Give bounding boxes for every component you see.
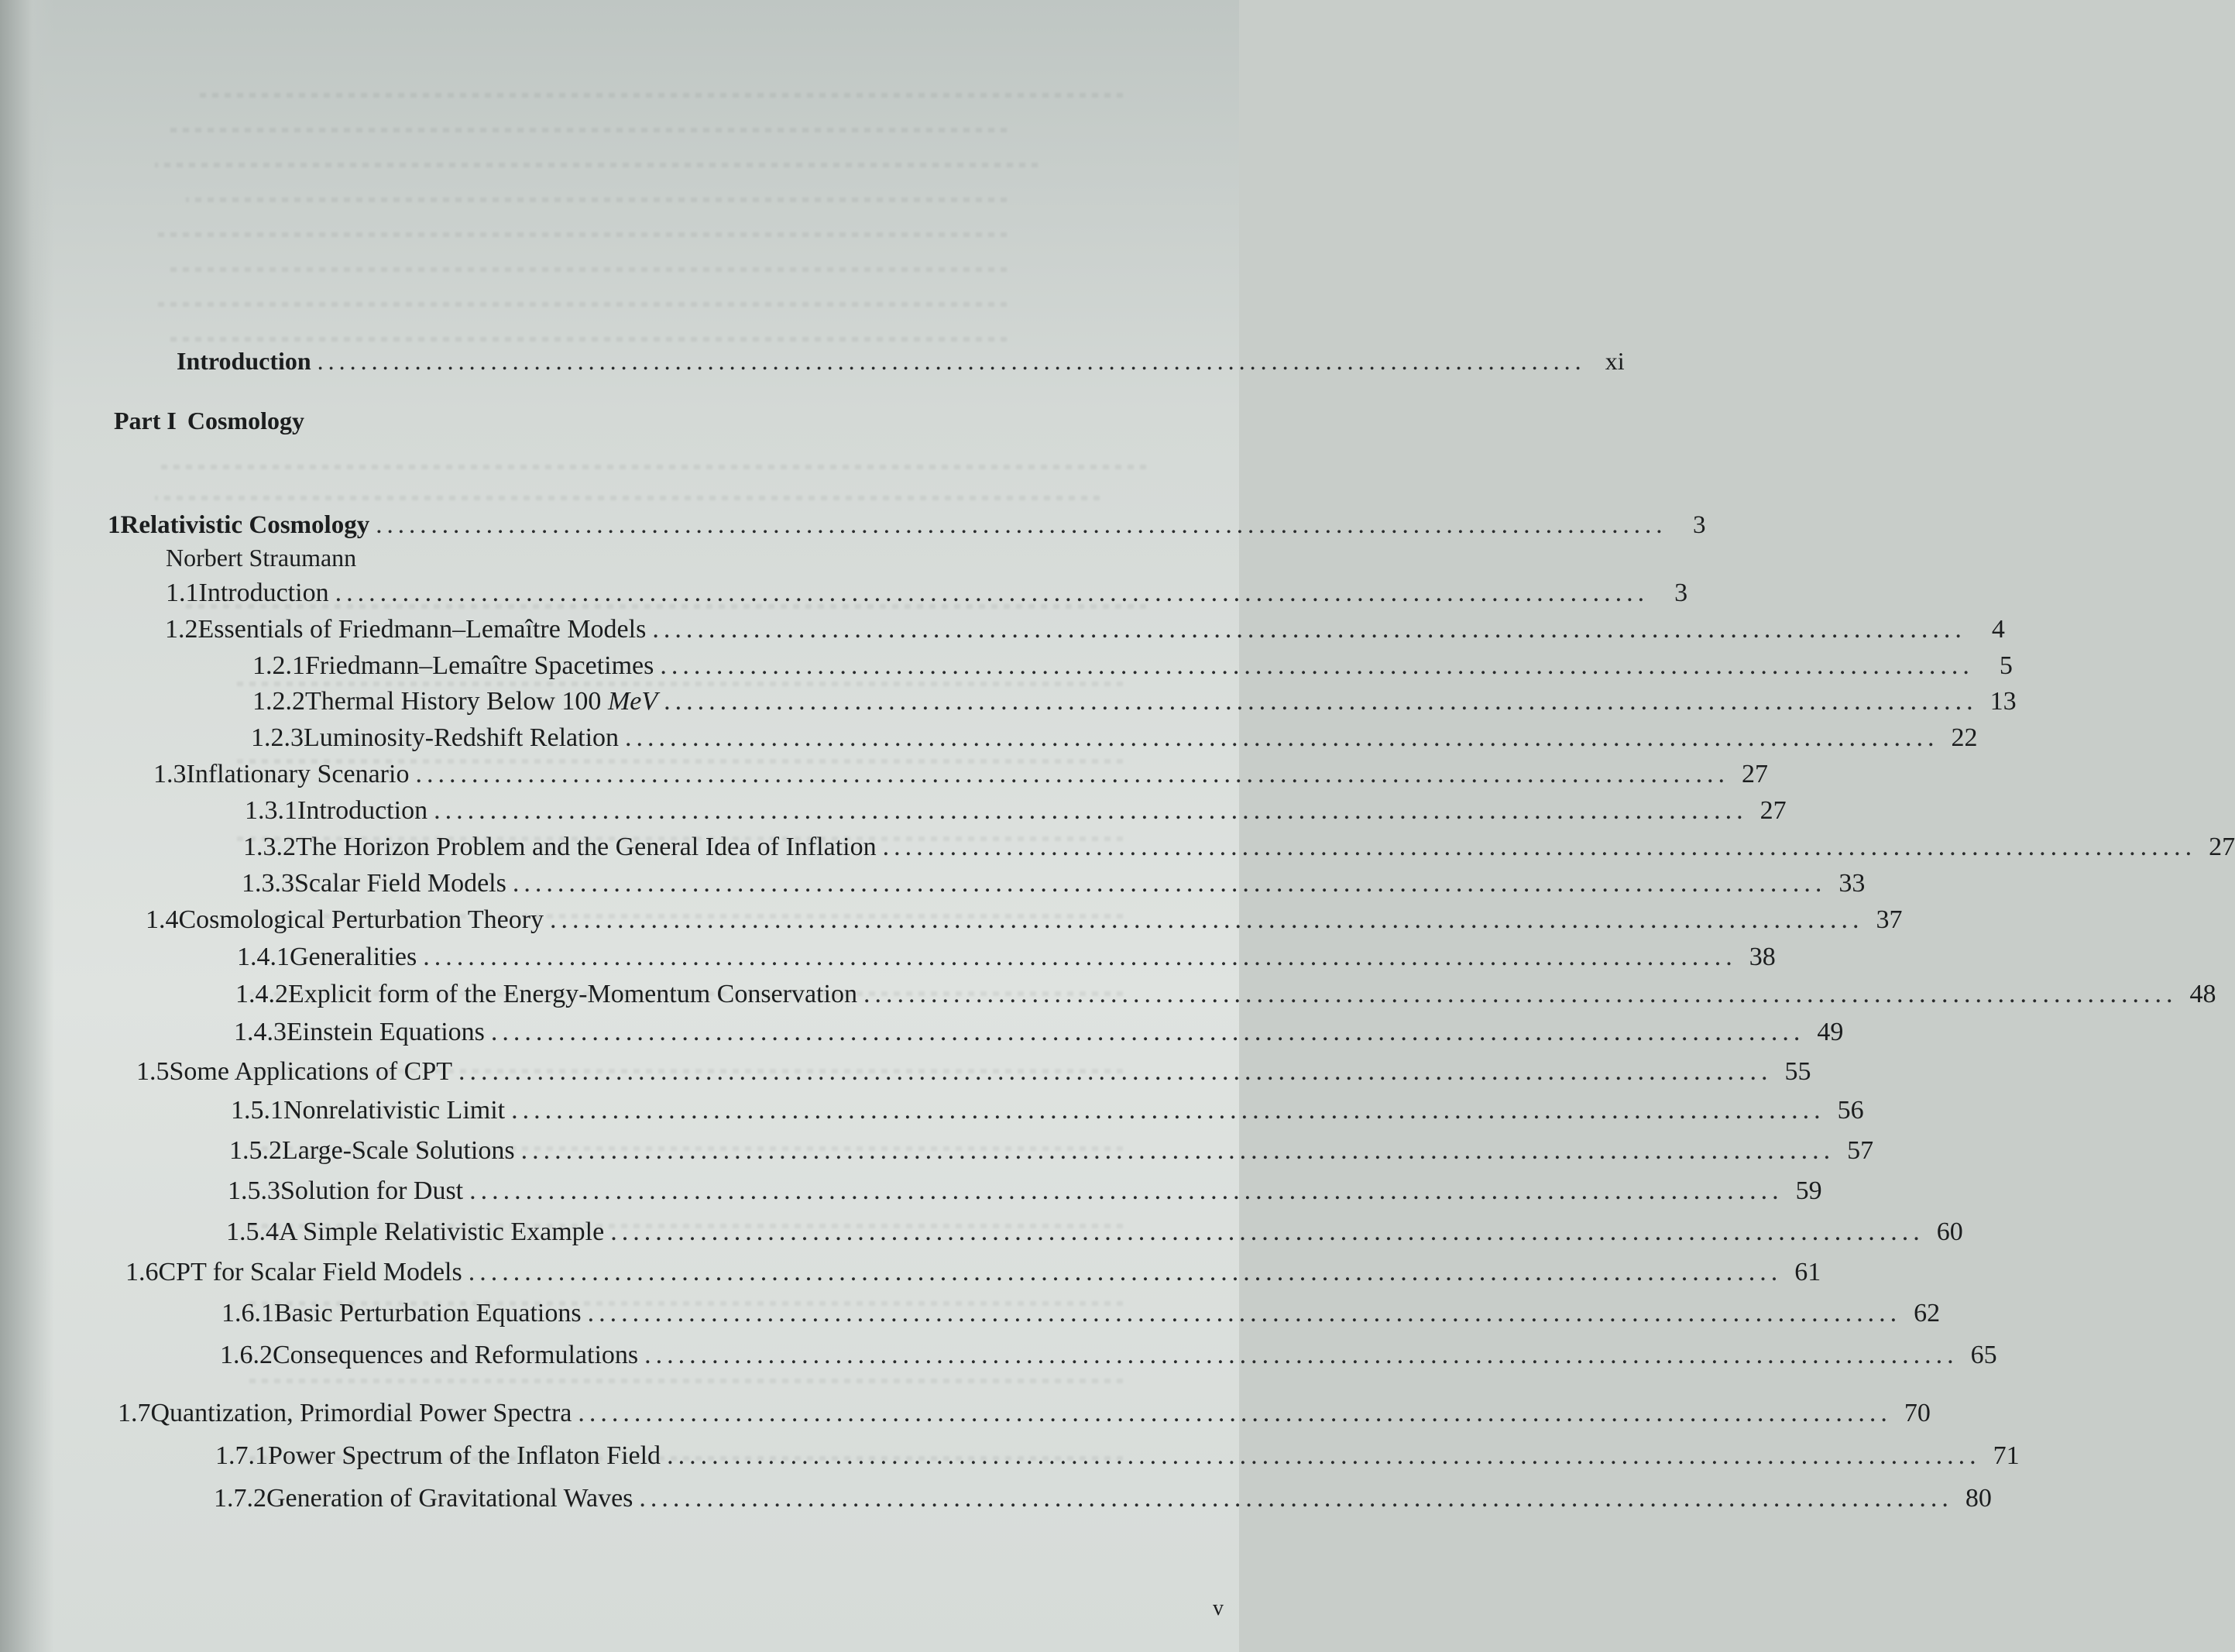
toc-entry[interactable]	[220, 1340, 1997, 1371]
dot-leader: .....................................................................................................................	[520, 1136, 1835, 1165]
entry-title: Introduction	[177, 347, 311, 375]
dot-leader: .....................................................................................................................	[376, 511, 1667, 539]
toc-entry[interactable]	[118, 1398, 1931, 1429]
entry-page: 38	[1749, 943, 1776, 971]
entry-title: Introduction	[198, 579, 329, 607]
entry-page: 57	[1847, 1136, 1874, 1165]
toc-entry[interactable]	[165, 614, 2005, 645]
entry-page: 56	[1837, 1096, 1864, 1125]
entry-title: Basic Perturbation Equations	[274, 1299, 582, 1327]
dot-leader: .....................................................................................................................	[882, 833, 2197, 861]
entry-number: 1.2	[165, 615, 198, 644]
entry-number: 1.4.3	[234, 1018, 287, 1046]
entry-number: 1.1	[166, 579, 199, 607]
dot-leader: .....................................................................................................................	[511, 1096, 1825, 1125]
entry-number: 1.5.3	[228, 1176, 280, 1205]
dot-leader: .....................................................................................................................	[610, 1218, 1924, 1246]
toc-entry[interactable]	[245, 795, 1787, 826]
entry-title: Inflationary Scenario	[186, 760, 410, 788]
entry-page: 80	[1965, 1484, 1992, 1513]
part-heading	[114, 407, 315, 435]
dot-leader: .....................................................................................................................	[863, 980, 2178, 1008]
entry-page: 27	[2209, 833, 2235, 861]
entry-title: Consequences and Reformulations	[273, 1341, 639, 1369]
toc-entry[interactable]	[146, 905, 1903, 936]
toc-entry[interactable]	[215, 1441, 2020, 1472]
entry-number: 1.6	[125, 1258, 159, 1286]
entry-page: 37	[1876, 905, 1903, 934]
toc-entry-chapter-1[interactable]	[108, 510, 1706, 541]
entry-title: Generalities	[290, 943, 417, 971]
entry-title: Einstein Equations	[287, 1018, 485, 1046]
dot-leader: .....................................................................................................................	[415, 760, 1729, 788]
entry-page: 61	[1794, 1258, 1821, 1286]
dot-leader: .....................................................................................................................	[667, 1441, 1981, 1470]
toc-entry[interactable]	[228, 1176, 1822, 1207]
toc-entry[interactable]	[166, 578, 1688, 609]
toc-entry[interactable]	[251, 723, 1978, 754]
entry-title: Solution for Dust	[280, 1176, 464, 1205]
entry-title: Friedmann–Lemaître Spacetimes	[305, 651, 654, 680]
entry-title: Cosmological Perturbation Theory	[178, 905, 544, 934]
dot-leader: .....................................................................................................................	[335, 579, 1650, 607]
entry-page: 62	[1914, 1299, 1941, 1327]
dot-leader: .....................................................................................................................	[639, 1484, 1953, 1513]
dot-leader: .....................................................................................................................	[587, 1299, 1902, 1327]
toc-entry[interactable]	[252, 651, 2013, 682]
toc-entry[interactable]	[214, 1483, 1992, 1514]
entry-number: 1.2.1	[252, 651, 305, 680]
entry-page: 70	[1904, 1399, 1931, 1427]
entry-title: Explicit form of the Energy-Momentum Conservation	[288, 980, 857, 1008]
entry-number: 1.5.1	[231, 1096, 283, 1125]
entry-page: 27	[1741, 760, 1768, 788]
toc-entry[interactable]	[226, 1217, 1963, 1248]
entry-title: Thermal History Below 100 MeV	[305, 687, 658, 716]
entry-page: 13	[1990, 687, 2017, 716]
dot-leader: .....................................................................................................................	[578, 1399, 1892, 1427]
toc-entry[interactable]	[231, 1095, 1864, 1126]
entry-page: 65	[1970, 1341, 1997, 1369]
entry-number: 1.7.2	[214, 1484, 266, 1513]
toc-entry[interactable]	[136, 1056, 1811, 1087]
dot-leader: .....................................................................................................................	[468, 1258, 1783, 1286]
entry-number: 1.5.4	[226, 1218, 279, 1246]
entry-title: Essentials of Friedmann–Lemaître Models	[197, 615, 647, 644]
toc-entry[interactable]	[234, 1017, 1844, 1048]
entry-number: 1.5	[136, 1057, 170, 1086]
entry-number: 1.5.2	[229, 1136, 282, 1165]
entry-title: Power Spectrum of the Inflaton Field	[268, 1441, 661, 1470]
dot-leader: .....................................................................................................................	[458, 1057, 1773, 1086]
entry-title: Generation of Gravitational Waves	[266, 1484, 633, 1513]
dot-leader: .....................................................................................................................	[490, 1018, 1805, 1046]
entry-title: Nonrelativistic Limit	[283, 1096, 506, 1125]
dot-leader: .....................................................................................................................	[317, 347, 1586, 375]
entry-title: CPT for Scalar Field Models	[158, 1258, 462, 1286]
toc-entry[interactable]	[229, 1135, 1874, 1166]
entry-page: 27	[1760, 796, 1787, 825]
entry-title: Some Applications of CPT	[169, 1057, 452, 1086]
toc-entry[interactable]	[235, 979, 2216, 1010]
entry-page: 48	[2189, 980, 2216, 1008]
part-title: Cosmology	[187, 407, 304, 434]
entry-page: 59	[1795, 1176, 1822, 1205]
toc-entry[interactable]	[125, 1257, 1821, 1288]
dot-leader: .....................................................................................................................	[660, 651, 1974, 680]
toc-entry[interactable]	[153, 759, 1768, 790]
entry-number: 1.2.2	[252, 687, 305, 716]
toc-entry-introduction[interactable]	[177, 345, 1625, 376]
chapter-author: Norbert Straumann	[166, 544, 357, 572]
part-label: Part I	[114, 407, 177, 434]
entry-page: 60	[1936, 1218, 1963, 1246]
entry-number: 1.4.2	[235, 980, 288, 1008]
entry-number: 1.7	[118, 1399, 151, 1427]
dot-leader: .....................................................................................................................	[550, 905, 1864, 934]
entry-number: 1.4	[146, 905, 179, 934]
toc-entry[interactable]	[242, 868, 1866, 899]
entry-page: 71	[1993, 1441, 2020, 1470]
entry-title: A Simple Relativistic Example	[279, 1218, 605, 1246]
entry-title: Large-Scale Solutions	[282, 1136, 515, 1165]
entry-page: 55	[1784, 1057, 1811, 1086]
entry-number: 1.6.1	[221, 1299, 274, 1327]
dot-leader: .....................................................................................................................	[434, 796, 1748, 825]
entry-title: Introduction	[297, 796, 428, 825]
dot-leader: .....................................................................................................................	[423, 943, 1737, 971]
entry-page: xi	[1605, 347, 1625, 375]
toc-entry[interactable]	[221, 1298, 1941, 1329]
entry-title: The Horizon Problem and the General Idea of Inflation	[296, 833, 877, 861]
entry-page: 33	[1838, 869, 1866, 898]
entry-number: 1.6.2	[220, 1341, 273, 1369]
page-folio: v	[1213, 1596, 1224, 1620]
entry-page: 5	[1999, 651, 2013, 680]
dot-leader: .....................................................................................................................	[625, 723, 1939, 752]
dot-leader: .....................................................................................................................	[469, 1176, 1784, 1205]
entry-title: Luminosity-Redshift Relation	[304, 723, 620, 752]
entry-number: 1.3.3	[242, 869, 294, 898]
entry-number: 1.7.1	[215, 1441, 268, 1470]
chapter-number: 1	[108, 511, 121, 539]
dot-leader: .....................................................................................................................	[512, 869, 1827, 898]
entry-page: 4	[1991, 615, 2005, 644]
entry-number: 1.3.2	[243, 833, 296, 861]
entry-page: 49	[1817, 1018, 1844, 1046]
dot-leader: .....................................................................................................................	[664, 687, 1978, 716]
entry-title: Scalar Field Models	[294, 869, 506, 898]
entry-title: Quantization, Primordial Power Spectra	[150, 1399, 572, 1427]
dot-leader: .....................................................................................................................	[644, 1341, 1959, 1369]
entry-number: 1.3.1	[245, 796, 297, 825]
entry-page: 22	[1951, 723, 1978, 752]
entry-number: 1.3	[153, 760, 187, 788]
toc-entry[interactable]	[243, 832, 2235, 863]
dot-leader: .....................................................................................................................	[652, 615, 1966, 644]
entry-number: 1.4.1	[237, 943, 290, 971]
entry-page: 3	[1692, 511, 1706, 539]
toc-entry[interactable]	[252, 686, 2017, 717]
chapter-title: Relativistic Cosmology	[120, 511, 370, 539]
toc-entry[interactable]	[237, 942, 1776, 973]
entry-number: 1.2.3	[251, 723, 304, 752]
entry-page: 3	[1674, 579, 1688, 607]
